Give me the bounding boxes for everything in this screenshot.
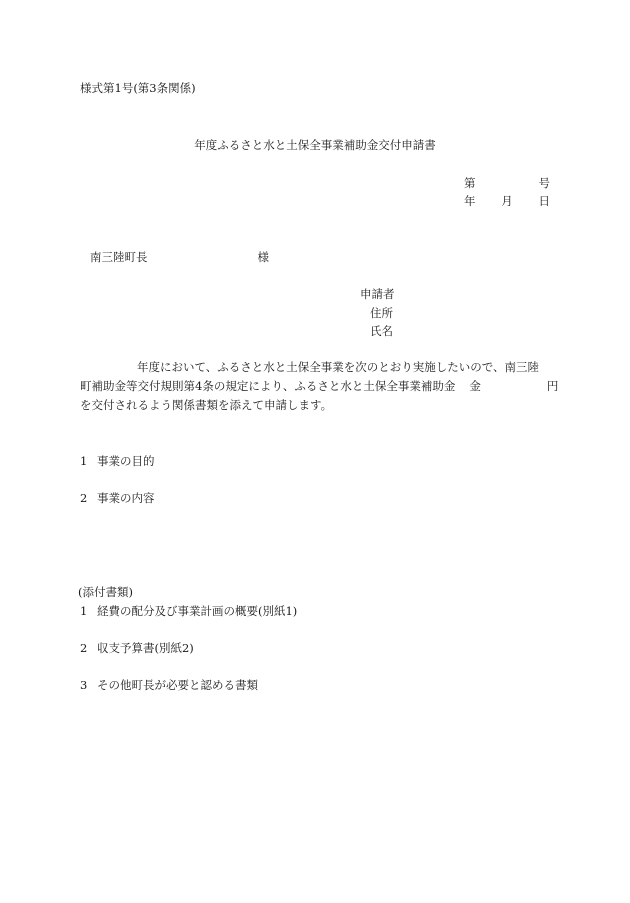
form-number: 様式第1号(第3条関係) (80, 81, 196, 95)
application-body-text (80, 358, 559, 415)
item-number: 1 (80, 454, 88, 468)
applicant-name-label: 氏名 (370, 324, 393, 338)
amount-kin: 金 (469, 379, 481, 393)
date-month: 月 (501, 194, 513, 208)
attachment-number: 1 (80, 604, 88, 618)
attachment-number: 2 (80, 641, 88, 655)
body-line-2-text: 町補助金等交付規則第4条の規定により、ふるさと水と土保全事業補助金 (80, 379, 456, 393)
addressee-honorific: 様 (257, 250, 269, 264)
date-line (464, 193, 550, 209)
body-line-3: を交付されるよう関係書類を添えて申請します。 (80, 398, 333, 412)
item-label: 事業の目的 (97, 454, 155, 468)
date-day: 日 (538, 194, 550, 208)
attachment-item (80, 603, 297, 619)
body-line-2 (80, 377, 559, 396)
attachment-item (80, 640, 194, 656)
amount-yen: 円 (546, 379, 559, 393)
applicant-block (360, 285, 395, 341)
applicant-label: 申請者 (360, 287, 395, 301)
list-item (80, 490, 155, 506)
number-suffix: 号 (538, 176, 550, 190)
document-title: 年度ふるさと水と土保全事業補助金交付申請書 (194, 138, 436, 152)
item-label: 事業の内容 (97, 491, 155, 505)
list-item (80, 453, 155, 469)
addressee-name: 南三陸町長 (90, 250, 148, 264)
attachment-number: 3 (80, 678, 88, 692)
number-prefix: 第 (464, 176, 476, 190)
document-number-line (464, 175, 550, 191)
attachment-item (80, 677, 258, 693)
addressee (90, 249, 269, 265)
body-line-1: 年度において、ふるさと水と土保全事業を次のとおり実施したいので、南三陸 (137, 360, 540, 374)
applicant-address-label: 住所 (370, 305, 393, 320)
attachment-label: その他町長が必要と認める書類 (97, 678, 258, 692)
attachments-header: (添付書類) (78, 585, 133, 599)
attachment-label: 経費の配分及び事業計画の概要(別紙1) (97, 604, 298, 618)
attachment-label: 収支予算書(別紙2) (97, 641, 194, 655)
item-number: 2 (80, 491, 88, 505)
date-year: 年 (464, 194, 476, 208)
